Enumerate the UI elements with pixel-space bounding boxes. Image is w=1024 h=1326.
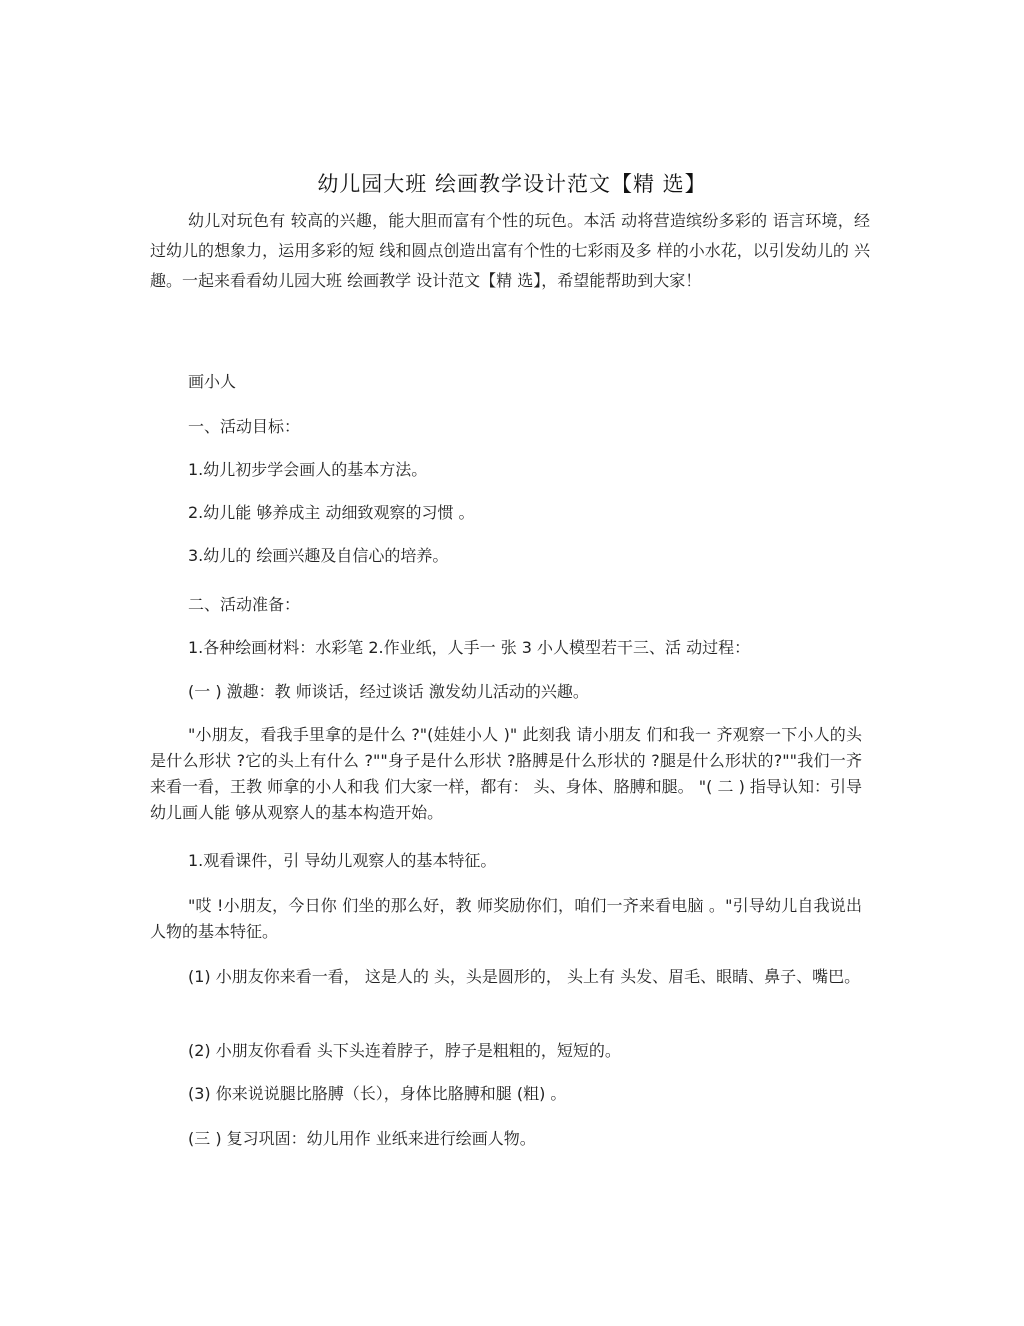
process-substep-1: 1.观看课件，引 导幼儿观察人的基本特征。	[188, 851, 497, 870]
process-step-3: (三 ) 复习巩固：幼儿用作 业纸来进行绘画人物。	[188, 1129, 536, 1148]
process-step-1: (一 ) 激趣：教 师谈话，经过谈话 激发幼儿活动的兴趣。	[188, 682, 589, 701]
goal-item-2: 2.幼儿能 够养成主 动细致观察的习惯 。	[188, 503, 475, 522]
intro-paragraph: 幼儿对玩色有 较高的兴趣，能大胆而富有个性的玩色。本活 动将营造缤纷多彩的 语言环境，经过幼儿的想象力，运用多彩的短 线和圆点创造出富有个性的七彩雨及多 样的小水花，以引发幼儿的 兴趣。一起来看看幼儿园大班 绘画教学 设计范文【精 选】，希望能帮助到大家！	[150, 211, 870, 290]
goals-heading: 一、活动目标：	[188, 417, 301, 436]
dialogue-paragraph-1: "小朋友，看我手里拿的是什么 ?"(娃娃小人 )" 此刻我 请小朋友 们和我一 齐观察一下小人的头是什么形状 ?它的头上有什么 ?""身子是什么形状 ?胳膊是什么形状的 ?腿是什么形状的?""我们一齐来看一看，王教 师拿的小人和我 们大家一样，都有： 头、身体、胳膊和腿。 "( 二 ) 指导认知：引导幼儿画人能 够从观察人的基本构造开始。	[150, 725, 862, 822]
feature-item-3: (3) 你来说说腿比胳膊（长），身体比胳膊和腿 (粗) 。	[188, 1084, 567, 1103]
dialogue-paragraph-2: "哎 !小朋友，今日你 们坐的那么好，教 师奖励你们，咱们一齐来看电脑 。"引导幼儿自我说出人物的基本特征。	[150, 896, 862, 941]
lesson-title: 画小人	[188, 372, 237, 391]
feature-item-2: (2) 小朋友你看看 头下头连着脖子，脖子是粗粗的，短短的。	[188, 1041, 621, 1060]
goal-item-1: 1.幼儿初步学会画人的基本方法。	[188, 460, 428, 479]
document-title: 幼儿园大班 绘画教学设计范文【精 选】	[317, 172, 707, 196]
prep-item-1: 1.各种绘画材料：水彩笔 2.作业纸，人手一 张 3 小人模型若干三、活 动过程：	[188, 638, 751, 657]
goal-item-3: 3.幼儿的 绘画兴趣及自信心的培养。	[188, 546, 449, 565]
feature-item-1: (1) 小朋友你来看一看， 这是人的 头，头是圆形的， 头上有 头发、眉毛、眼睛、鼻子、嘴巴。	[188, 967, 861, 986]
prep-heading: 二、活动准备：	[188, 595, 301, 614]
